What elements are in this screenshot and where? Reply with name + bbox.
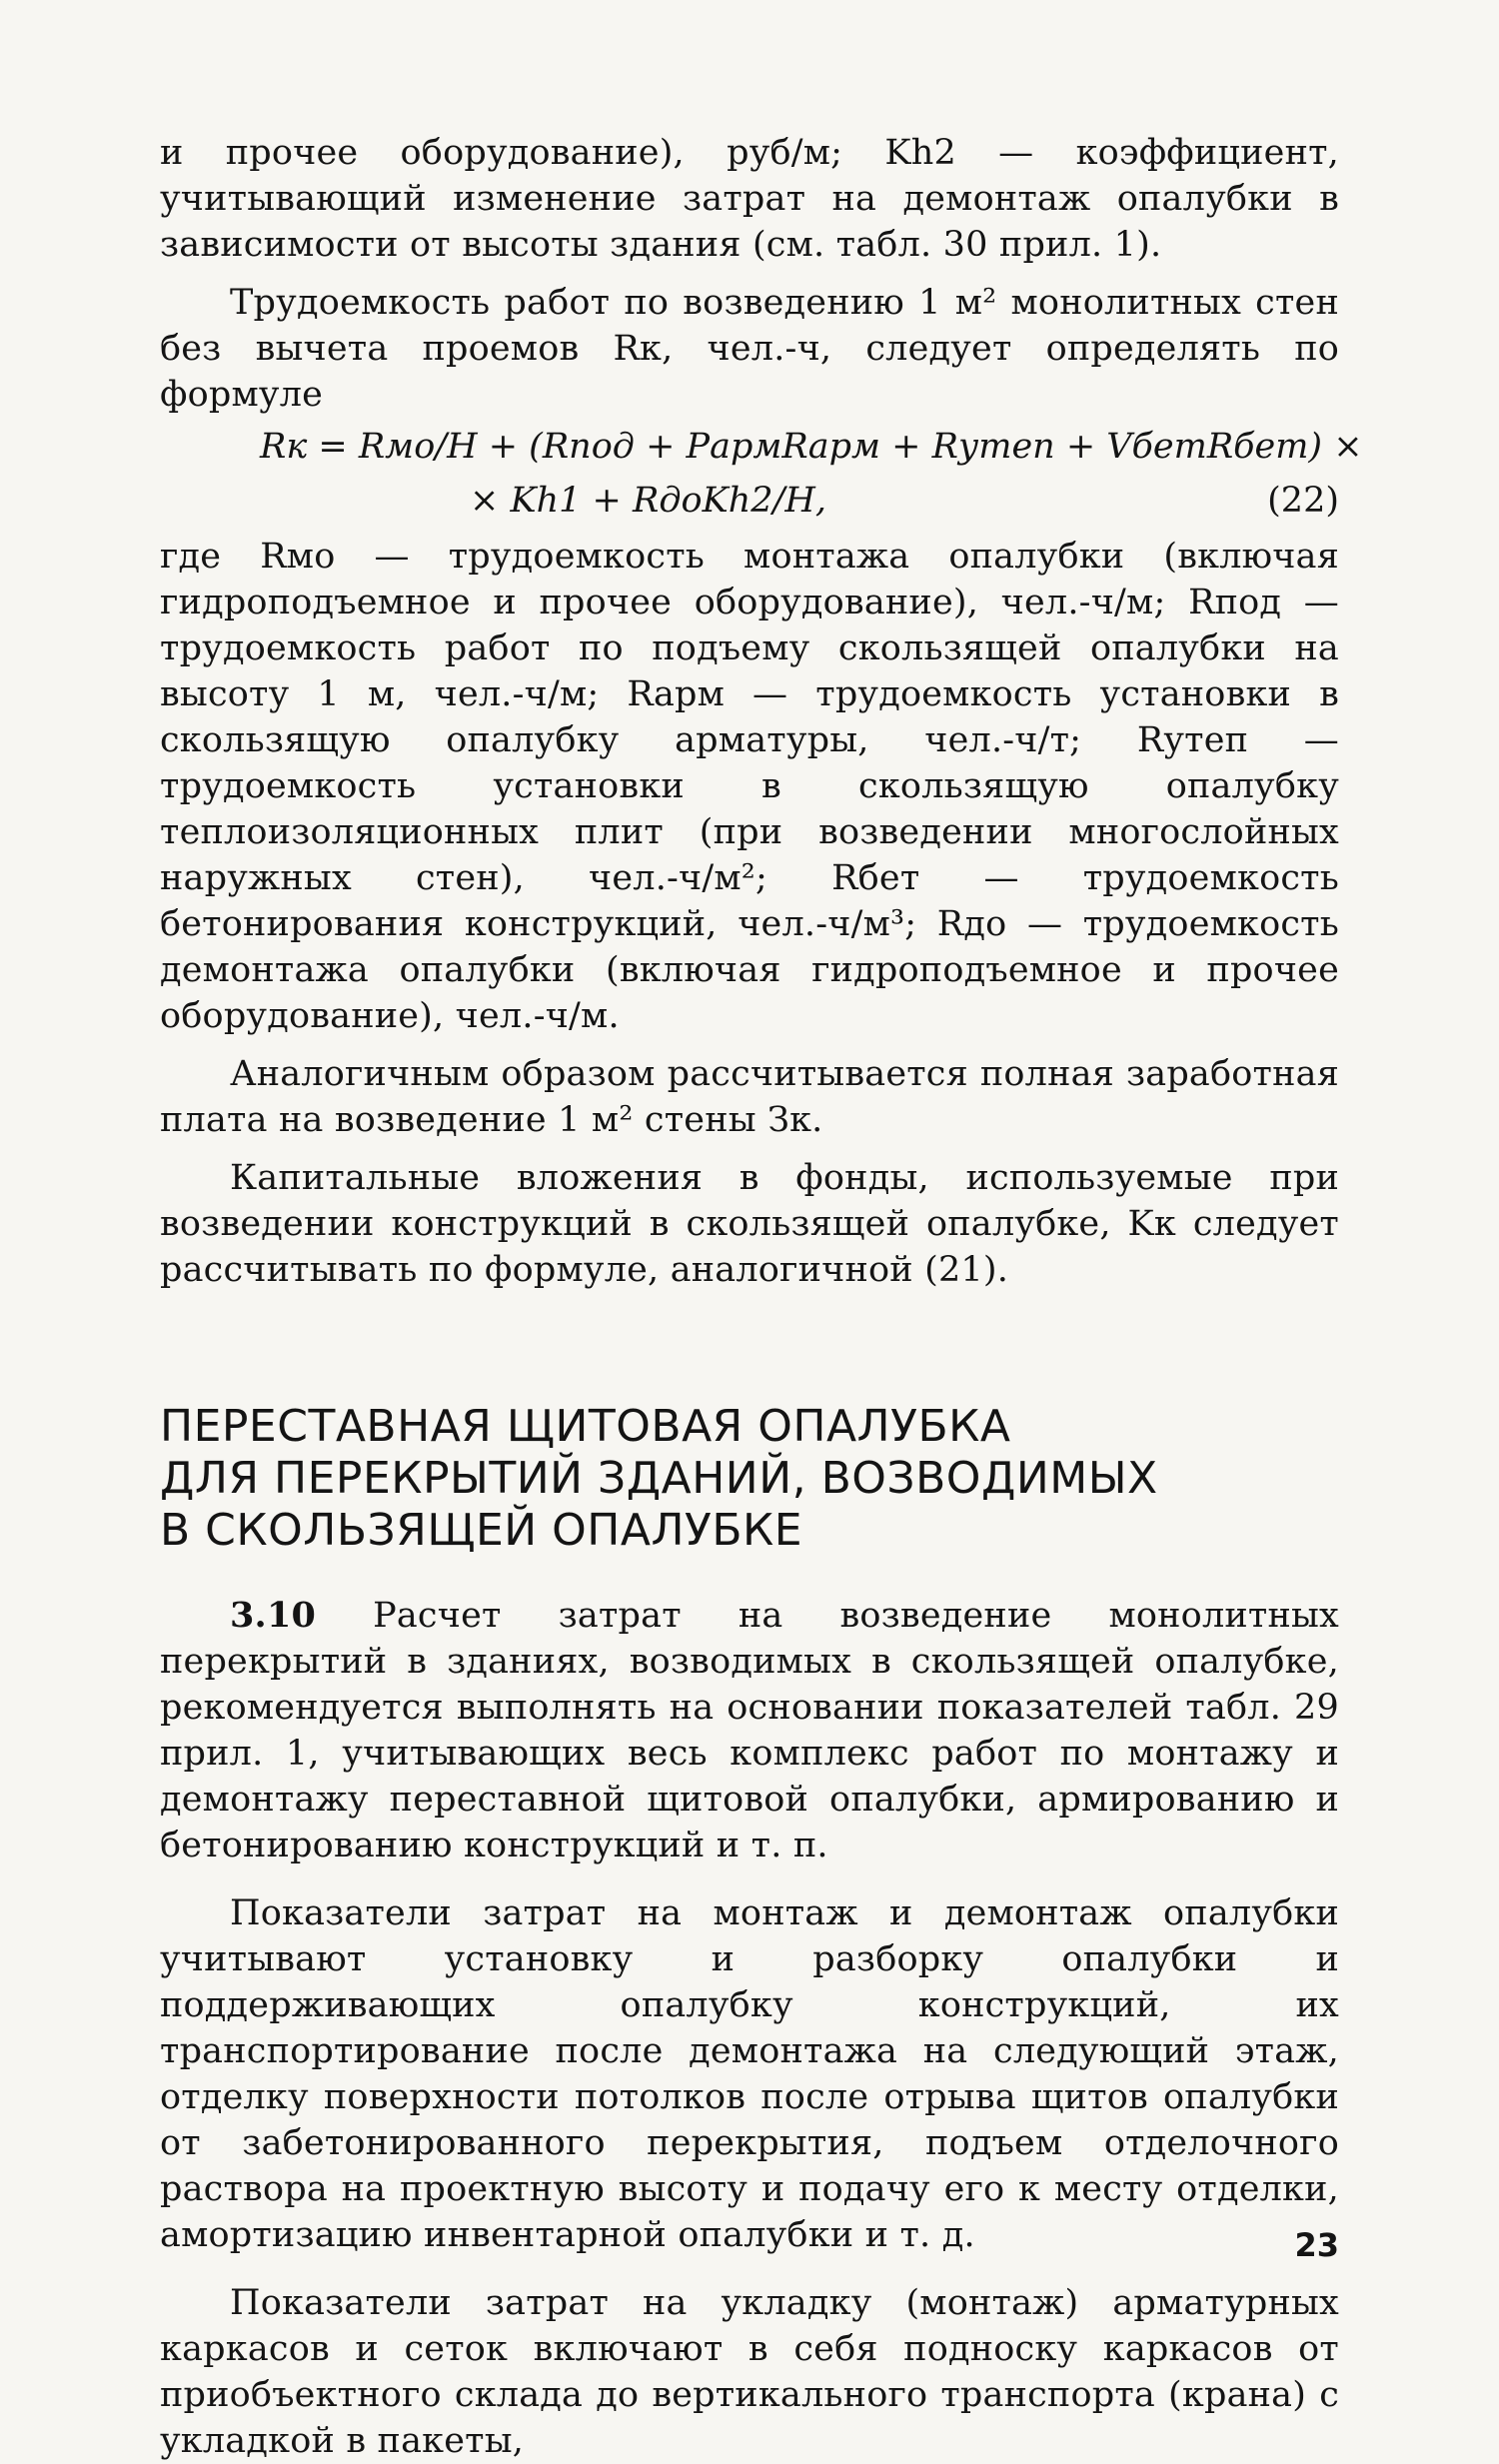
- paragraph-variable-definitions: где Rмо — трудоемкость монтажа опалубки (включая гидроподъемное и прочее оборудование), чел.-ч/м; Rпод — трудоемкость работ по подъему скользящей опалубки на высоту 1 м, чел.-ч/м; Rарм — трудоемкость установки в скользящую опалубку арматуры, чел.-ч/т; Rутеп — трудоемкость установки в скользящую опалубку теплоизоляционных плит (при возведении многослойных наружных стен), чел.-ч/м²; Rбет — трудоемкость бетонирования конструкций, чел.-ч/м³; Rдо — трудоемкость демонтажа опалубки (включая гидроподъемное и прочее оборудование), чел.-ч/м.: [160, 537, 1339, 1036]
- heading-line-3: В СКОЛЬЗЯЩЕЙ ОПАЛУБКЕ: [160, 1505, 803, 1556]
- section-heading: [160, 1401, 1339, 1557]
- formula-22: [160, 422, 1363, 528]
- paragraph-section-3-10: [160, 1593, 1339, 1868]
- paragraph-reinforcement-indicators: Показатели затрат на укладку (монтаж) арматурных каркасов и сеток включают в себя подноску каркасов от приобъектного склада до вертикального транспорта (крана) с укладкой в пакеты,: [160, 2283, 1339, 2461]
- formula-line-1: Rк = Rмо/H + (Rпод + PармRарм + Rутеп + VбетRбет) ×: [260, 427, 1363, 467]
- paragraph-continuation: и прочее оборудование), руб/м; Kh2 — коэффициент, учитывающий изменение затрат на демонтаж опалубки в зависимости от высоты здания (см. табл. 30 прил. 1).: [160, 133, 1339, 265]
- paragraph-wages: Аналогичным образом рассчитывается полная заработная плата на возведение 1 м² стены Зк.: [160, 1054, 1339, 1140]
- paragraph-section-3-10-text: Расчет затрат на возведение монолитных перекрытий в зданиях, возводимых в скользящей опалубке, рекомендуется выполнять на основании показателей табл. 29 прил. 1, учитывающих весь комплекс работ по монтажу и демонтажу переставной щитовой опалубки, армированию и бетонированию конструкций и т. п.: [160, 1596, 1339, 1865]
- heading-line-1: ПЕРЕСТАВНАЯ ЩИТОВАЯ ОПАЛУБКА: [160, 1401, 1011, 1452]
- section-number: 3.10: [230, 1595, 317, 1636]
- text-column: [160, 130, 1363, 2464]
- paragraph-formwork-indicators: Показатели затрат на монтаж и демонтаж опалубки учитывают установку и разборку опалубки и поддерживающих опалубку конструкций, их транспортирование после демонтажа на следующий этаж, отделку поверхности потолков после отрыва щитов опалубки от забетонированного перекрытия, подъем отделочного раствора на проектную высоту и подачу его к месту отделки, амортизацию инвентарной опалубки и т. д.: [160, 1893, 1339, 2255]
- formula-line-2: × Kh1 + RдоKh2/H,: [470, 481, 826, 521]
- paragraph-labor-intensity-intro: Трудоемкость работ по возведению 1 м² монолитных стен без вычета проемов Rк, чел.-ч, следует определять по формуле: [160, 283, 1339, 415]
- formula-number: (22): [1267, 481, 1339, 521]
- heading-line-2: ДЛЯ ПЕРЕКРЫТИЙ ЗДАНИЙ, ВОЗВОДИМЫХ: [160, 1453, 1158, 1504]
- page-number: 23: [1294, 2226, 1339, 2264]
- paragraph-capital-investment: Капитальные вложения в фонды, используемые при возведении конструкций в скользящей опалубке, Kк следует рассчитывать по формуле, аналогичной (21).: [160, 1158, 1339, 1290]
